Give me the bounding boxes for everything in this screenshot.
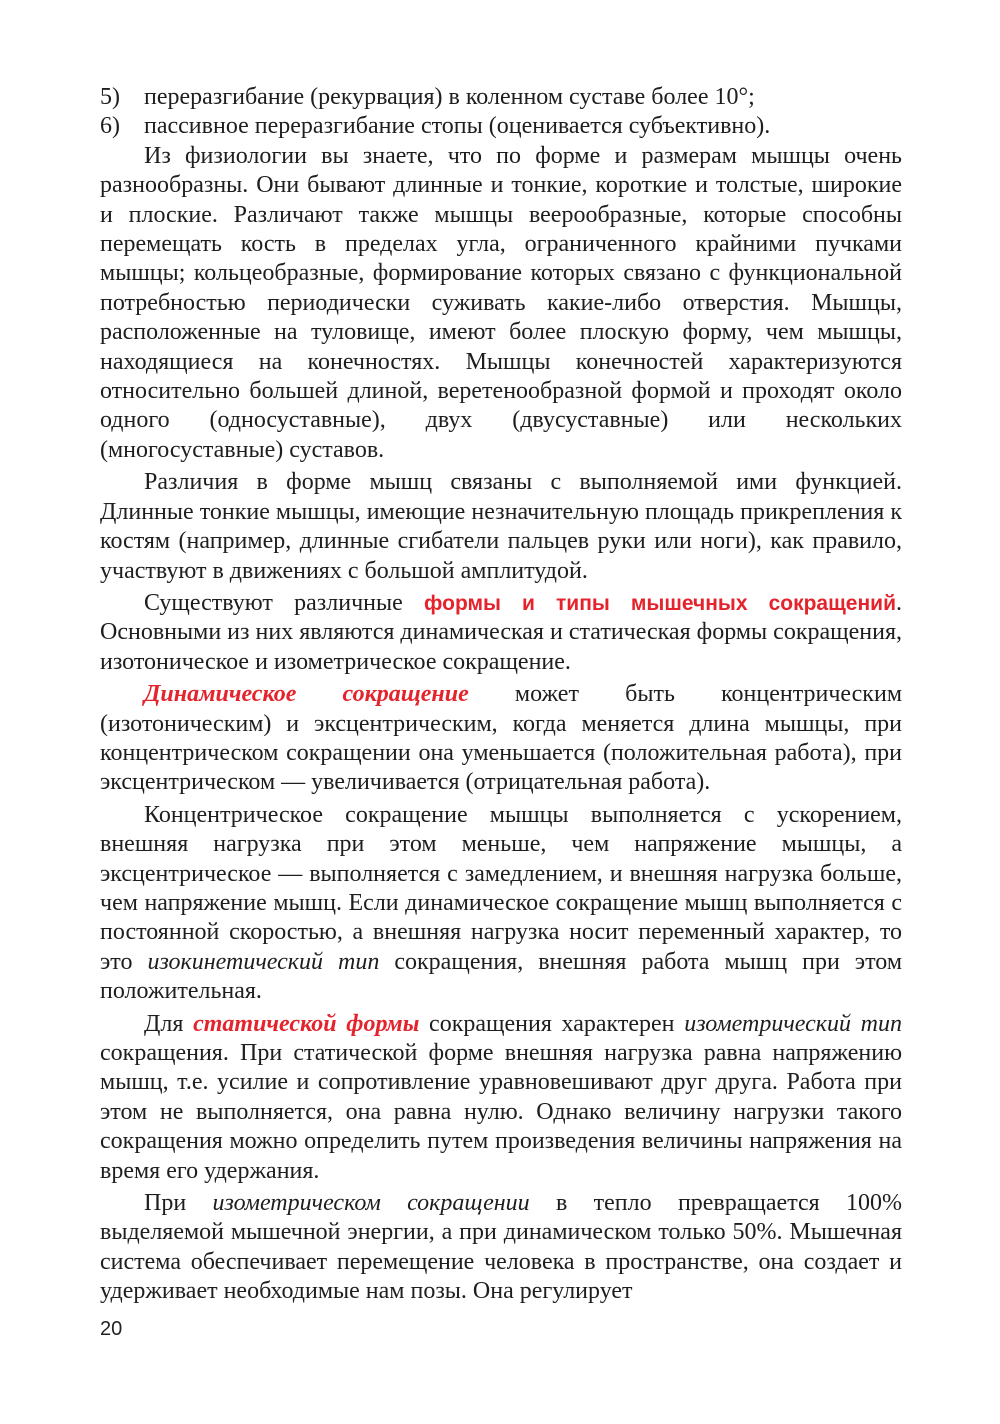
list-text: пассивное переразгибание стопы (оценивается субъективно). [144,113,771,140]
paragraph-static-form: Для статической формы сокращения характерен изометрический тип сокращения. При статической форме внешняя нагрузка равна напряжению мышц, т.е. усилие и сопротивление уравновешивают друг друга. Работа при этом не выполняется, она равна нулю. Однако величину нагрузки такого сокращения можно определить путем произведения величины напряжения на время его удержания. [100,1010,902,1184]
list-item [100,83,902,112]
paragraph-shape-function: Различия в форме мышц связаны с выполняемой ими функцией. Длинные тонкие мышцы, имеющие незначительную площадь прикрепления к костям (например, длинные сгибатели пальцев руки или ноги), как правило, участвуют в движениях с большой амплитудой. [100,469,902,584]
paragraph-isometric-energy: При изометрическом сокращении в тепло превращается 100% выделяемой мышечной энергии, а при динамическом только 50%. Мышечная система обеспечивает перемещение человека в пространстве, она создает и удерживает необходимые нам позы. Она регулирует [100,1190,902,1305]
paragraph-concentric: Концентрическое сокращение мышцы выполняется с ускорением, внешняя нагрузка при этом меньше, чем напряжение мышцы, а эксцентрическое — выполняется с замедлением, и внешняя нагрузка больше, чем напряжение мышц. Если динамическое сокращение мышц выполняется с постоянной скоростью, а внешняя нагрузка носит переменный характер, то это изокинетический тип сокращения, внешняя работа мышц при этом положительная. [100,801,903,1005]
page-number: 20 [100,1318,123,1340]
list-item [100,112,902,141]
term-static-form: статической формы [193,1010,420,1037]
term-contraction-forms: формы и типы мышечных сокращений [424,591,896,615]
list-number: 6) [100,113,120,140]
page-body [100,83,902,1310]
term-isometric-type: изометрический тип [684,1010,902,1037]
term-isometric-contraction: изометрическом сокращении [212,1190,530,1217]
paragraph-contraction-forms: Существуют различные формы и типы мышечных сокращений. Основными из них являются динамическая и статическая формы сокращения, изотоническое и изометрическое сокращение. [100,589,902,675]
term-isokinetic: изокинетический тип [147,948,380,975]
list-text: переразгибание (рекурвация) в коленном суставе более 10°; [144,84,755,110]
paragraph-dynamic-contraction: Динамическое сокращение может быть концентрическим (изотоническим) и эксцентрическим, когда меняется длина мышцы, при концентрическом сокращении она уменьшается (положительная работа), при эксцентрическом — увеличивается (отрицательная работа). [100,681,902,796]
term-dynamic-contraction: Динамическое сокращение [144,681,469,708]
paragraph-muscle-shapes: Из физиологии вы знаете, что по форме и размерам мышцы очень разнообразны. Они бывают длинные и тонкие, короткие и толстые, широкие и плоские. Различают также мышцы веерообразные, которые способны перемещать кость в пределах угла, ограниченного крайними пучками мышцы; кольцеобразные, формирование которых связано с функциональной потребностью периодически суживать какие-либо отверстия. Мышцы, расположенные на туловище, имеют более плоскую форму, чем мышцы, находящиеся на конечностях. Мышцы конечностей характеризуются относительно большей длиной, веретенообразной формой и проходят около одного (односуставные), двух (двусуставные) или нескольких (многосуставные) суставов. [100,142,902,463]
list-number: 5) [100,84,120,110]
